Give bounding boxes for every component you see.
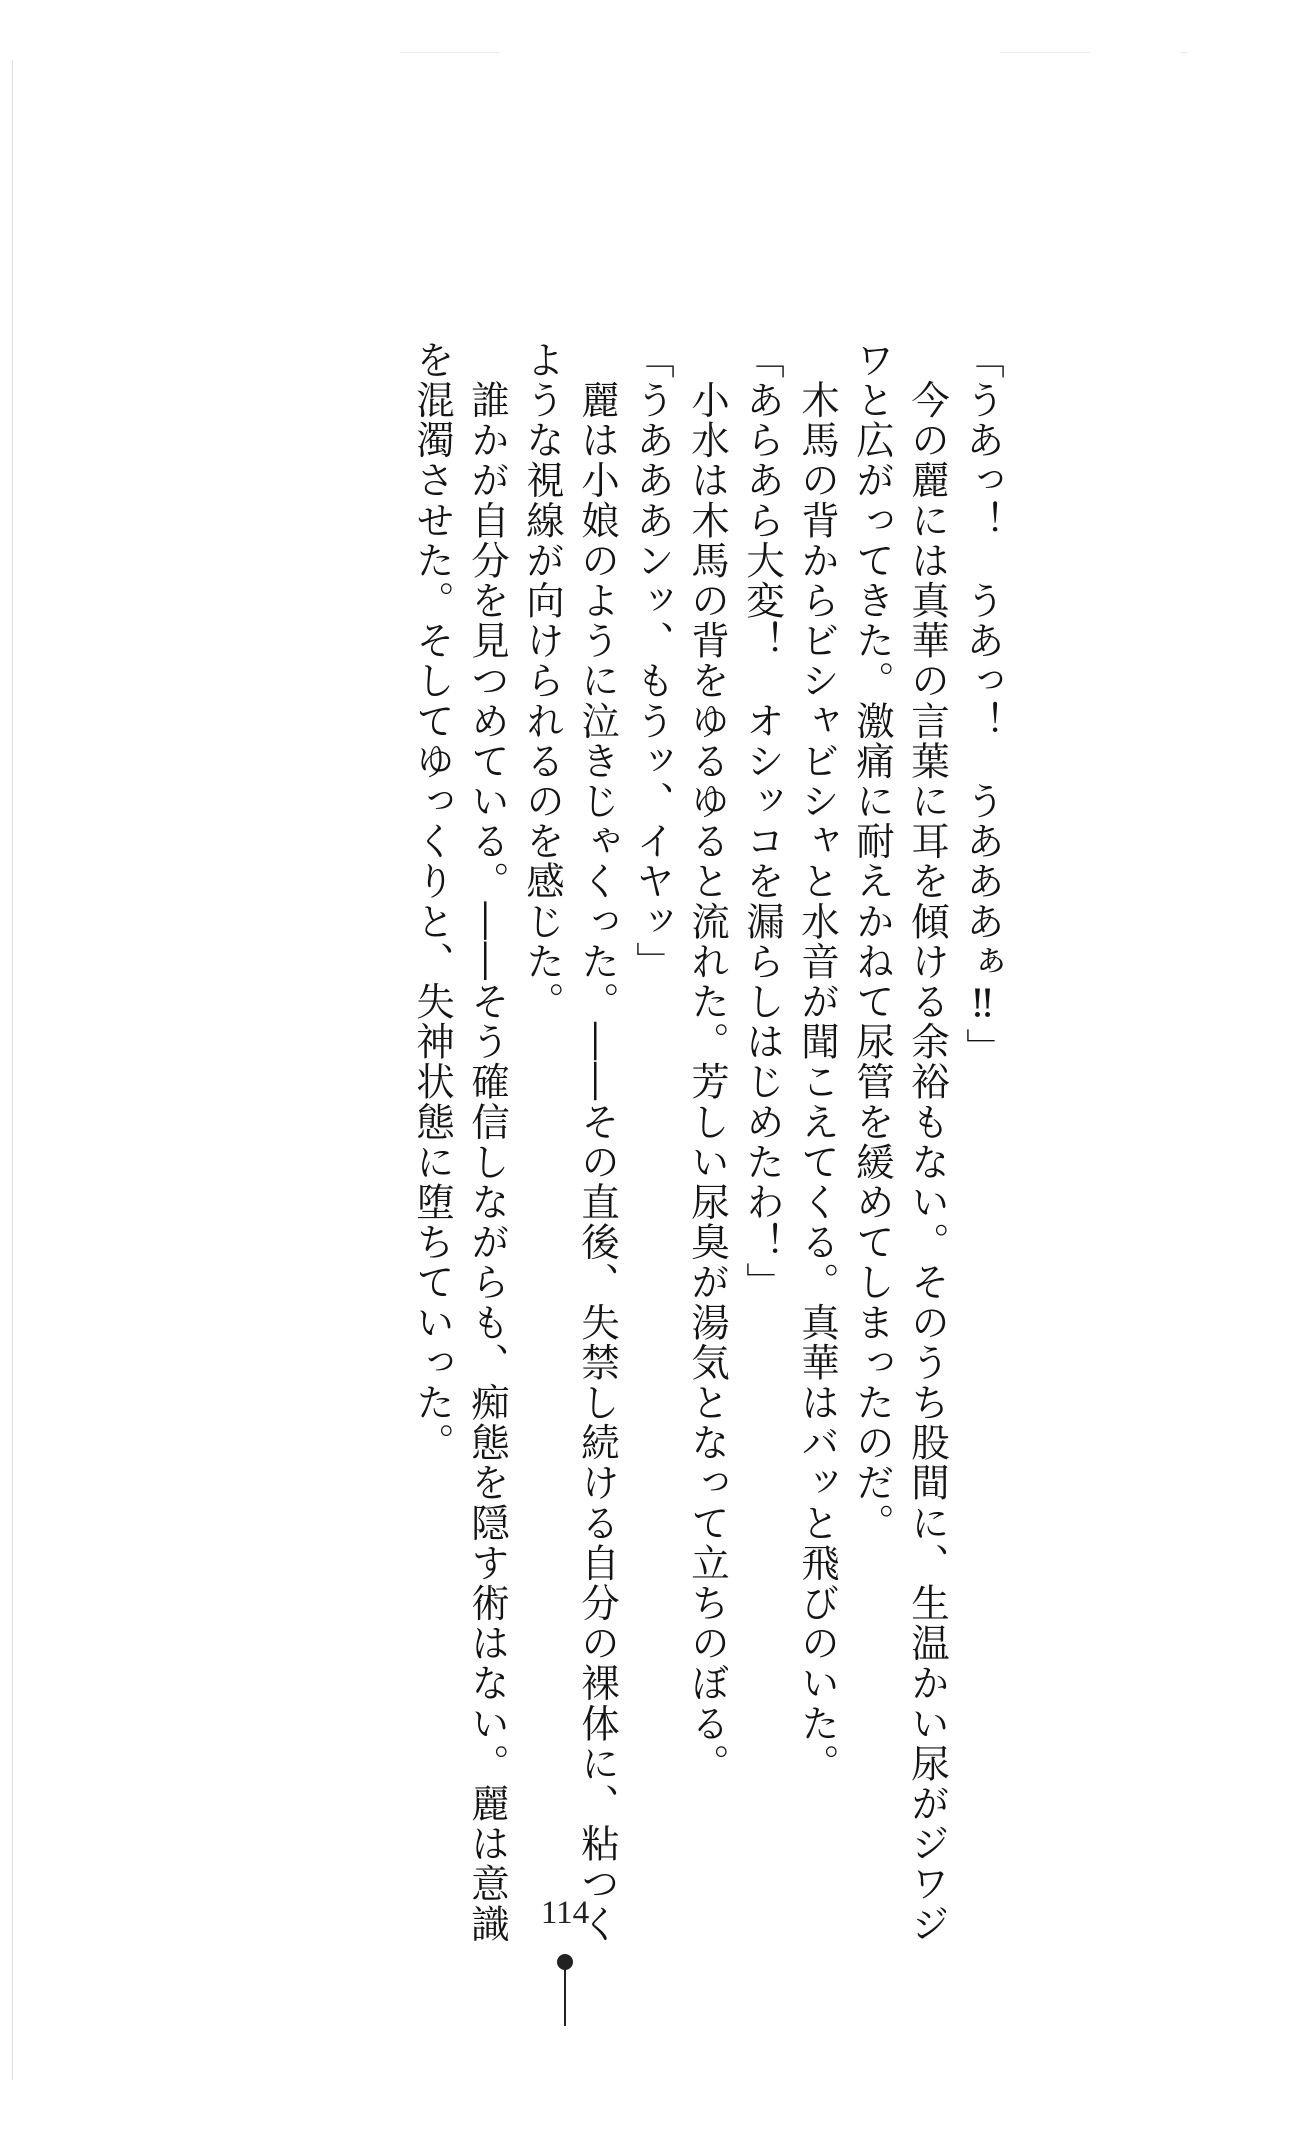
- scan-mark: [1000, 52, 1090, 53]
- text-line: を混濁させた。そしてゆっくりと、失神状態に堕ちていった。: [410, 340, 455, 1463]
- text-line: 「あらあら大変！ オシッコを漏らしはじめたわ！」: [740, 340, 785, 1303]
- scan-mark: [400, 52, 500, 53]
- page-edge-line: [12, 60, 13, 2080]
- scan-mark: [1180, 52, 1188, 53]
- page-marker-line: [564, 1968, 566, 2026]
- text-line: 今の麗には真華の言葉に耳を傾ける余裕もない。そのうち股間に、生温かい尿がジワジ: [905, 340, 950, 1944]
- text-line: ような視線が向けられるのを感じた。: [520, 340, 565, 1022]
- text-line: 麗は小娘のように泣きじゃくった。――その直後、失禁し続ける自分の裸体に、粘つく: [575, 340, 620, 1944]
- text-line: 「うあああンッ、もうッ、イヤッ」: [630, 340, 675, 982]
- text-line: 木馬の背からビシャビシャと水音が聞こえてくる。真華はバッと飛びのいた。: [795, 340, 840, 1784]
- page-number: 114: [540, 1895, 590, 1931]
- text-line: 「うあっ！ うあっ！ うあああぁ‼」: [960, 340, 1005, 1069]
- text-line: ワと広がってきた。激痛に耐えかねて尿管を緩めてしまったのだ。: [850, 340, 895, 1543]
- text-line: 誰かが自分を見つめている。――そう確信しながらも、痴態を隠す術はない。麗は意識: [465, 340, 510, 1944]
- text-line: 小水は木馬の背をゆるゆると流れた。芳しい尿臭が湯気となって立ちのぼる。: [685, 340, 730, 1784]
